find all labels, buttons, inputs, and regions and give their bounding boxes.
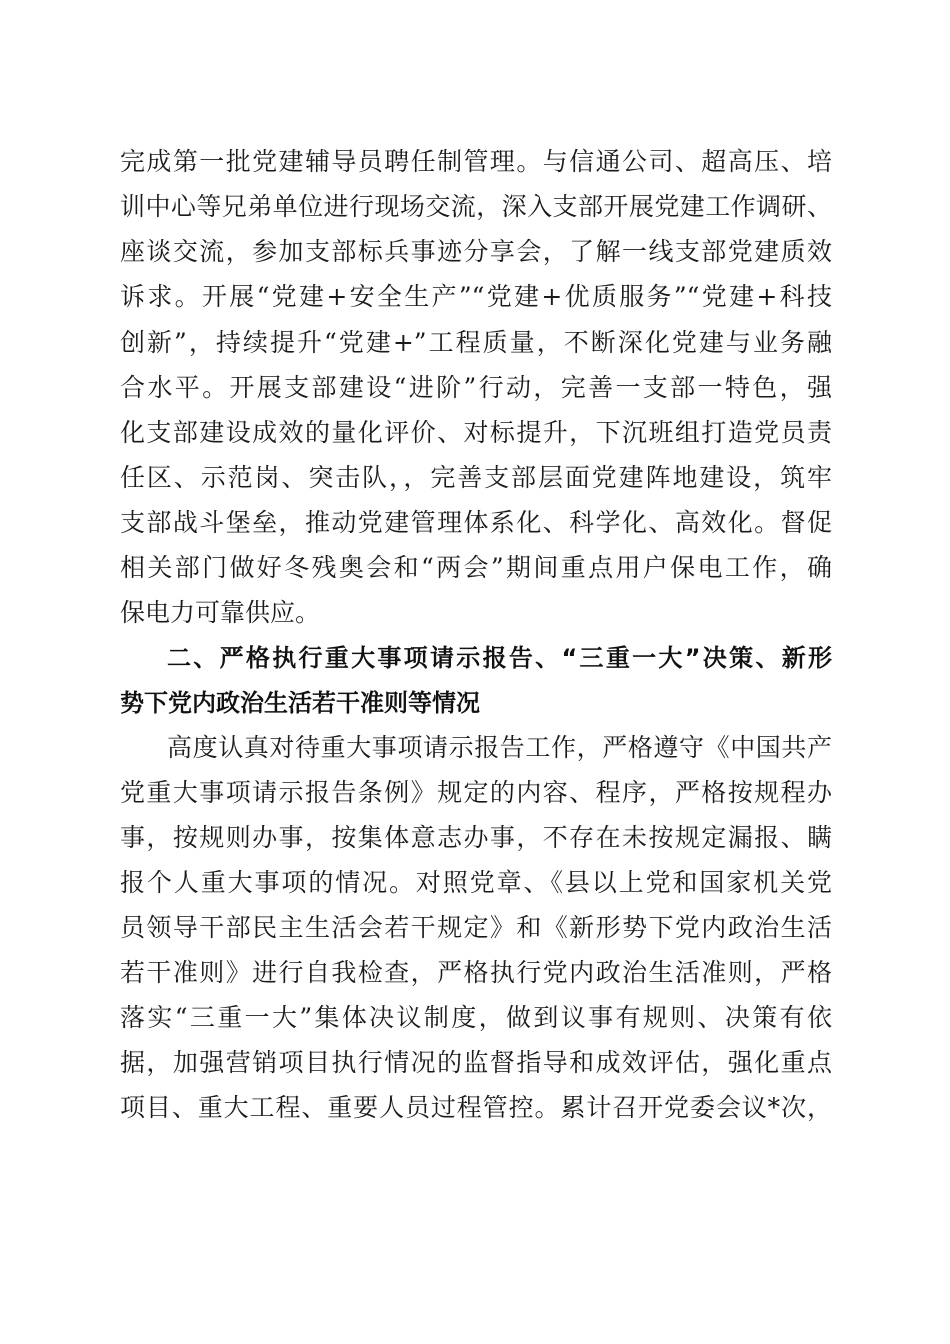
paragraph-line: 党重大事项请示报告条例》规定的内容、程序，严格按规程办 xyxy=(120,778,832,807)
paragraph-line: 座谈交流，参加支部标兵事迹分享会，了解一线支部党建质效 xyxy=(120,237,832,266)
paragraph-line: 落实“三重一大”集体决议制度，做到议事有规则、决策有依 xyxy=(120,1003,832,1032)
paragraph-line: 项目、重大工程、重要人员过程管控。累计召开党委会议*次， xyxy=(120,1093,832,1122)
paragraph-line: 据，加强营销项目执行情况的监督指导和成效评估，强化重点 xyxy=(120,1048,832,1077)
paragraph-line: 合水平。开展支部建设“进阶”行动，完善一支部一特色，强 xyxy=(120,373,832,402)
paragraph-line: 训中心等兄弟单位进行现场交流，深入支部开展党建工作调研、 xyxy=(120,192,832,221)
section-heading: 势下党内政治生活若干准则等情况 xyxy=(120,689,480,717)
paragraph-line: 保电力可靠供应。 xyxy=(120,598,321,627)
paragraph-line: 事，按规则办事，按集体意志办事，不存在未按规定漏报、瞒 xyxy=(120,823,832,852)
paragraph-line: 创新”，持续提升“党建+”工程质量，不断深化党建与业务融 xyxy=(120,328,832,357)
paragraph-line: 若干准则》进行自我检查，严格执行党内政治生活准则，严格 xyxy=(120,958,832,987)
paragraph-line: 任区、示范岗、突击队，，完善支部层面党建阵地建设，筑牢 xyxy=(120,463,832,492)
paragraph-line: 支部战斗堡垒，推动党建管理体系化、科学化、高效化。督促 xyxy=(120,508,832,537)
paragraph-line: 诉求。开展“党建+安全生产”“党建+优质服务”“党建+科技 xyxy=(120,282,832,311)
paragraph-line: 相关部门做好冬残奥会和“两会”期间重点用户保电工作，确 xyxy=(120,553,832,582)
paragraph-line: 报个人重大事项的情况。对照党章、《县以上党和国家机关党 xyxy=(120,868,832,897)
paragraph-line: 高度认真对待重大事项请示报告工作，严格遵守《中国共产 xyxy=(167,733,832,762)
paragraph-line: 员领导干部民主生活会若干规定》和《新形势下党内政治生活 xyxy=(120,913,832,942)
section-heading: 二、严格执行重大事项请示报告、“三重一大”决策、新形 xyxy=(167,644,832,672)
paragraph-line: 化支部建设成效的量化评价、对标提升，下沉班组打造党员责 xyxy=(120,418,832,447)
paragraph-line: 完成第一批党建辅导员聘任制管理。与信通公司、超高压、培 xyxy=(120,147,832,176)
